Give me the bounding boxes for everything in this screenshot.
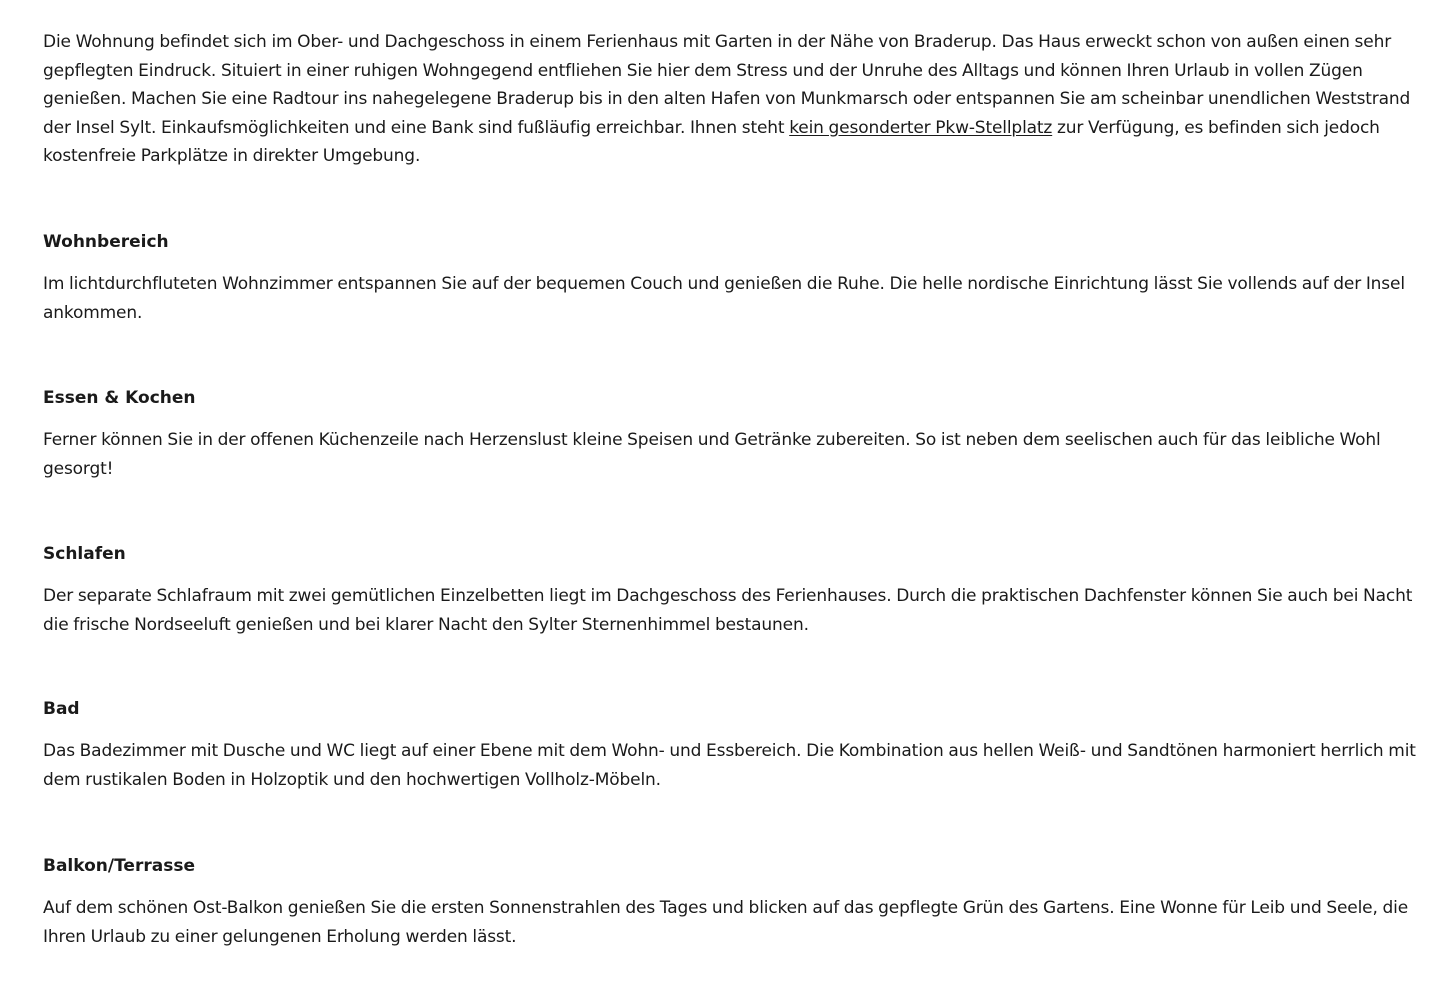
section-essen-kochen (43, 384, 1433, 483)
section-text: Ferner können Sie in der offenen Küchenzeile nach Herzenslust kleine Speisen und Getränke zubereiten. So ist neben dem seelischen auch für das leibliche Wohl gesorgt! (43, 430, 1381, 479)
section-heading: Schlafen (43, 544, 126, 564)
section-text: Der separate Schlafraum mit zwei gemütlichen Einzelbetten liegt im Dachgeschoss des Ferienhauses. Durch die praktischen Dachfenster können Sie auch bei Nacht die frische Nordseeluft genießen und bei klarer Nacht den Sylter Sternenhimmel bestaunen. (43, 586, 1413, 635)
section-heading: Wohnbereich (43, 232, 169, 252)
section-heading: Essen & Kochen (43, 388, 196, 408)
section-heading: Bad (43, 699, 80, 719)
parking-info-link[interactable]: kein gesonderter Pkw-Stellplatz (789, 117, 1053, 138)
section-heading: Balkon/Terrasse (43, 856, 195, 876)
section-text: Auf dem schönen Ost-Balkon genießen Sie die ersten Sonnenstrahlen des Tages und blicken auf das gepflegte Grün des Gartens. Eine Wonne für Leib und Seele, die Ihren Urlaub zu einer gelungenen Erholung werden lässt. (43, 898, 1409, 947)
intro-text-start: Die Wohnung befindet sich im Ober- und Dachgeschoss in einem Ferienhaus mit Garten in der Nähe von Braderup. Das Haus erweckt schon von außen einen sehr gepflegten Eindruck. Situiert in einer ruhigen Wohngegend entfliehen Sie hier dem Stress und der Unruhe des Alltags und können Ihren Urlaub in vollen Zügen genießen. Machen Sie eine Radtour ins nahegelegene Braderup bis in den alten Hafen von Munkmarsch oder entspannen Sie am scheinbar unendlichen Weststrand der Insel Sylt. Einkaufsmöglichkeiten und eine Bank sind fußläufig erreichbar. Ihnen steht (43, 32, 1411, 138)
section-text: Im lichtdurchfluteten Wohnzimmer entspannen Sie auf der bequemen Couch und genießen die Ruhe. Die helle nordische Einrichtung lässt Sie vollends auf der Insel ankommen. (43, 274, 1405, 323)
section-wohnbereich (43, 228, 1433, 327)
section-schlafen (43, 540, 1433, 639)
intro-paragraph (43, 28, 1420, 171)
intro-text-end: zur Verfügung, es befinden sich jedoch kostenfreie Parkplätze in direkter Umgebung. (43, 117, 1380, 166)
section-bad (43, 695, 1433, 794)
section-balkon-terrasse (43, 852, 1433, 951)
section-text: Das Badezimmer mit Dusche und WC liegt auf einer Ebene mit dem Wohn- und Essbereich. Die Kombination aus hellen Weiß- und Sandtönen harmoniert herrlich mit dem rustikalen Boden in Holzoptik und den hochwertigen Vollholz-Möbeln. (43, 741, 1416, 790)
